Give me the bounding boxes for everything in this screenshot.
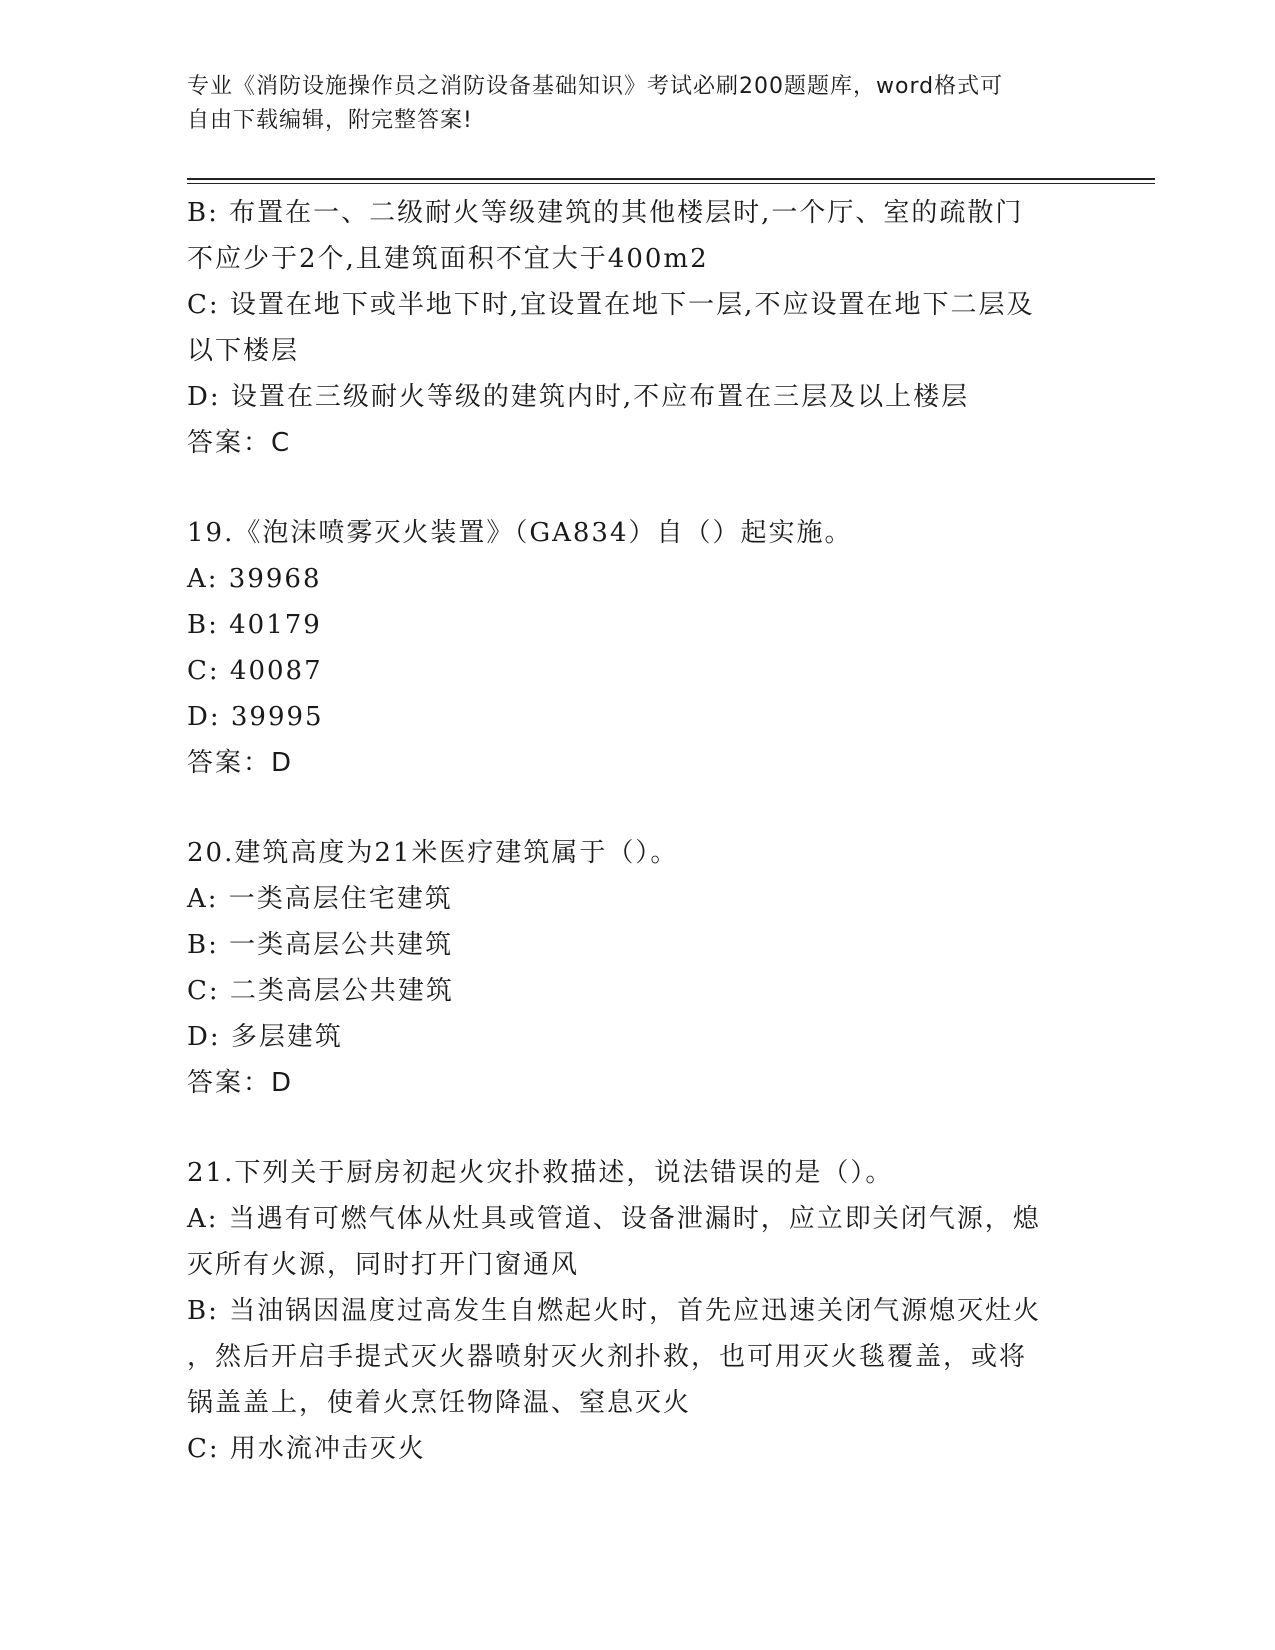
option-line: 以下楼层 <box>187 336 300 366</box>
question-19 <box>187 510 1087 786</box>
option-d: D: 39995 <box>187 702 324 732</box>
question-text: 20.建筑高度为21米医疗建筑属于（）。 <box>187 838 679 868</box>
option-c: C: 二类高层公共建筑 <box>187 976 454 1006</box>
option-b: B: 一类高层公共建筑 <box>187 930 454 960</box>
option-a: A: 39968 <box>187 564 322 594</box>
answer-line: 答案：D <box>187 1068 294 1098</box>
answer-line: 答案：C <box>187 428 292 458</box>
header-divider-thin <box>187 183 1155 184</box>
option-line: A: 当遇有可燃气体从灶具或管道、设备泄漏时，应立即关闭气源，熄 <box>187 1204 1041 1234</box>
header-divider-thick <box>187 178 1155 180</box>
option-line: 不应少于2个,且建筑面积不宜大于400m2 <box>187 244 709 274</box>
option-line: ，然后开启手提式灭火器喷射灭火剂扑救，也可用灭火毯覆盖，或将 <box>187 1342 1028 1372</box>
header-title-line-1: 专业《消防设施操作员之消防设备基础知识》考试必刷200题题库，word格式可 <box>187 74 1004 99</box>
question-18-tail <box>187 190 1087 466</box>
option-line: B: 当油锅因温度过高发生自燃起火时，首先应迅速关闭气源熄灭灶火 <box>187 1296 1042 1326</box>
question-text: 19.《泡沫喷雾灭火装置》（GA834）自（）起实施。 <box>187 518 853 548</box>
option-line: 锅盖盖上，使着火烹饪物降温、窒息灭火 <box>187 1388 692 1418</box>
option-a: A: 一类高层住宅建筑 <box>187 884 453 914</box>
question-21 <box>187 1150 1087 1472</box>
document-body <box>187 190 1087 1472</box>
option-line: C: 用水流冲击灭火 <box>187 1434 426 1464</box>
option-d: D: 多层建筑 <box>187 1022 343 1052</box>
page-header <box>187 70 1067 138</box>
option-line: B: 布置在一、二级耐火等级建筑的其他楼层时,一个厅、室的疏散门 <box>187 198 1024 228</box>
question-20 <box>187 830 1087 1106</box>
option-line: 灭所有火源，同时打开门窗通风 <box>187 1250 580 1280</box>
question-text: 21.下列关于厨房初起火灾扑救描述，说法错误的是（）。 <box>187 1158 894 1188</box>
header-title-line-2: 自由下载编辑，附完整答案! <box>187 108 473 133</box>
option-line: D: 设置在三级耐火等级的建筑内时,不应布置在三层及以上楼层 <box>187 382 970 412</box>
answer-line: 答案：D <box>187 748 294 778</box>
option-line: C: 设置在地下或半地下时,宜设置在地下一层,不应设置在地下二层及 <box>187 290 1035 320</box>
option-c: C: 40087 <box>187 656 323 686</box>
option-b: B: 40179 <box>187 610 322 640</box>
